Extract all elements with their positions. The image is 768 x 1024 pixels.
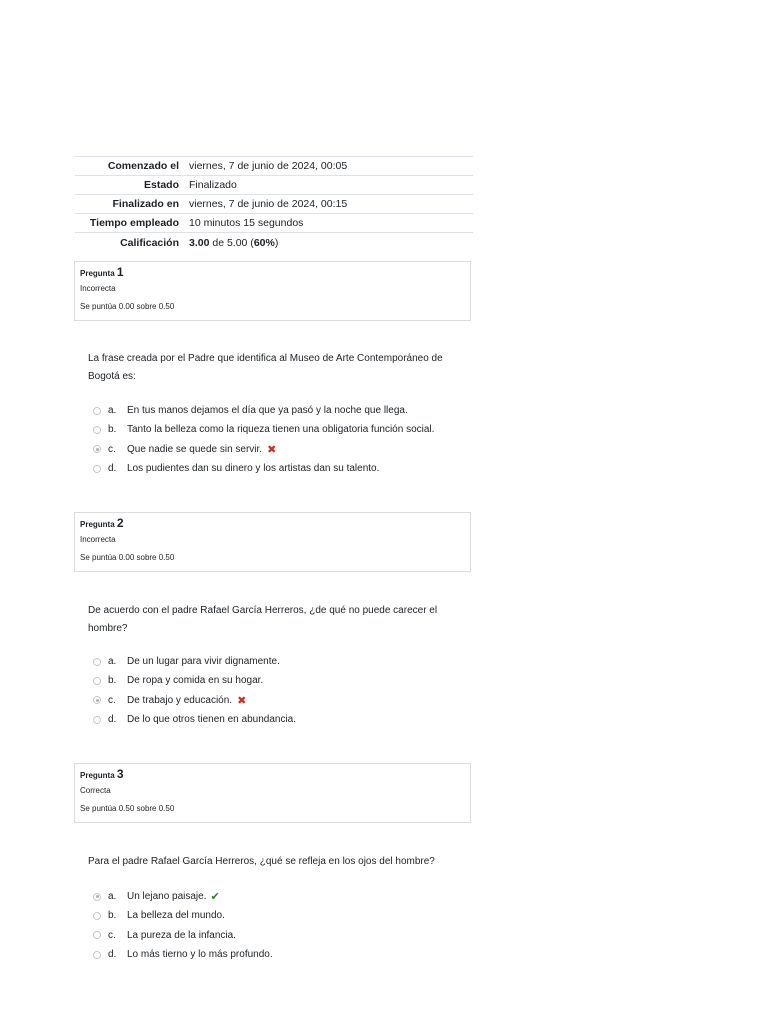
answer-option-selected[interactable]: c. De trabajo y educación. ✖ [93, 691, 493, 710]
question-text: De acuerdo con el padre Rafael García Herreros, ¿de qué no puede carecer el hombre? [88, 605, 438, 634]
cross-icon: ✖ [237, 694, 247, 707]
radio-icon[interactable] [93, 716, 101, 724]
radio-icon[interactable] [93, 407, 101, 415]
question-number: Pregunta 3 [80, 767, 124, 781]
summary-label: Estado [143, 178, 179, 191]
summary-label: Calificación [120, 236, 179, 249]
grade-of: de 5.00 ( [209, 236, 254, 249]
question-grade: Se puntúa 0.00 sobre 0.50 [80, 553, 175, 562]
answer-option[interactable]: d. Lo más tierno y lo más profundo. [93, 945, 493, 964]
grade-score: 3.00 [189, 236, 210, 249]
answer-option-selected[interactable]: a. Un lejano paisaje. ✔ [93, 887, 493, 906]
radio-icon[interactable] [93, 658, 101, 666]
question-info-2 [74, 512, 471, 572]
attempt-summary-table [75, 156, 473, 253]
answer-option[interactable]: c. La pureza de la infancia. [93, 926, 493, 945]
question-info-3 [74, 763, 471, 823]
answer-option[interactable]: b. La belleza del mundo. [93, 906, 493, 925]
answer-option[interactable]: a. De un lugar para vivir dignamente. [93, 652, 493, 671]
answer-option[interactable]: b. De ropa y comida en su hogar. [93, 671, 493, 690]
radio-icon[interactable] [93, 912, 101, 920]
question-state: Incorrecta [80, 535, 116, 544]
question-grade: Se puntúa 0.00 sobre 0.50 [80, 302, 175, 311]
radio-icon[interactable] [93, 445, 101, 453]
question-number: Pregunta 1 [80, 265, 124, 279]
summary-row-grade [75, 233, 473, 254]
question-grade: Se puntúa 0.50 sobre 0.50 [80, 804, 175, 813]
summary-label: Finalizado en [112, 197, 179, 210]
summary-row-finished [75, 195, 473, 214]
radio-icon[interactable] [93, 951, 101, 959]
radio-icon[interactable] [93, 426, 101, 434]
question-number: Pregunta 2 [80, 516, 124, 530]
summary-row-time [75, 214, 473, 233]
summary-value [184, 233, 473, 254]
cross-icon: ✖ [267, 443, 277, 456]
answer-option[interactable]: a. En tus manos dejamos el día que ya pasó y la noche que llega. [93, 401, 493, 420]
question-info-1 [74, 261, 471, 321]
radio-icon[interactable] [93, 677, 101, 685]
radio-icon[interactable] [93, 931, 101, 939]
grade-close: ) [274, 236, 279, 249]
summary-value: viernes, 7 de junio de 2024, 00:05 [189, 159, 348, 172]
answer-list [93, 401, 493, 478]
answer-list [93, 652, 493, 729]
summary-label: Comenzado el [107, 159, 179, 172]
question-state: Incorrecta [80, 284, 116, 293]
summary-row-started [75, 157, 473, 176]
summary-label: Tiempo empleado [89, 216, 179, 229]
summary-value: Finalizado [189, 178, 237, 191]
answer-option[interactable]: b. Tanto la belleza como la riqueza tienen una obligatoria función social. [93, 420, 493, 439]
radio-icon[interactable] [93, 465, 101, 473]
radio-icon[interactable] [93, 893, 101, 901]
summary-row-state [75, 176, 473, 195]
answer-list [93, 887, 493, 964]
radio-icon[interactable] [93, 696, 101, 704]
question-text: La frase creada por el Padre que identifica al Museo de Arte Contemporáneo de Bogotá es: [88, 353, 443, 382]
answer-option[interactable]: d. De lo que otros tienen en abundancia. [93, 710, 493, 729]
question-text: Para el padre Rafael García Herreros, ¿qué se refleja en los ojos del hombre? [88, 856, 435, 867]
summary-value: viernes, 7 de junio de 2024, 00:15 [189, 197, 348, 210]
answer-option-selected[interactable]: c. Que nadie se quede sin servir. ✖ [93, 440, 493, 459]
question-state: Correcta [80, 786, 111, 795]
grade-percent: 60% [253, 236, 275, 249]
summary-value: 10 minutos 15 segundos [189, 216, 304, 229]
answer-option[interactable]: d. Los pudientes dan su dinero y los artistas dan su talento. [93, 459, 493, 478]
check-icon: ✔ [210, 891, 220, 904]
